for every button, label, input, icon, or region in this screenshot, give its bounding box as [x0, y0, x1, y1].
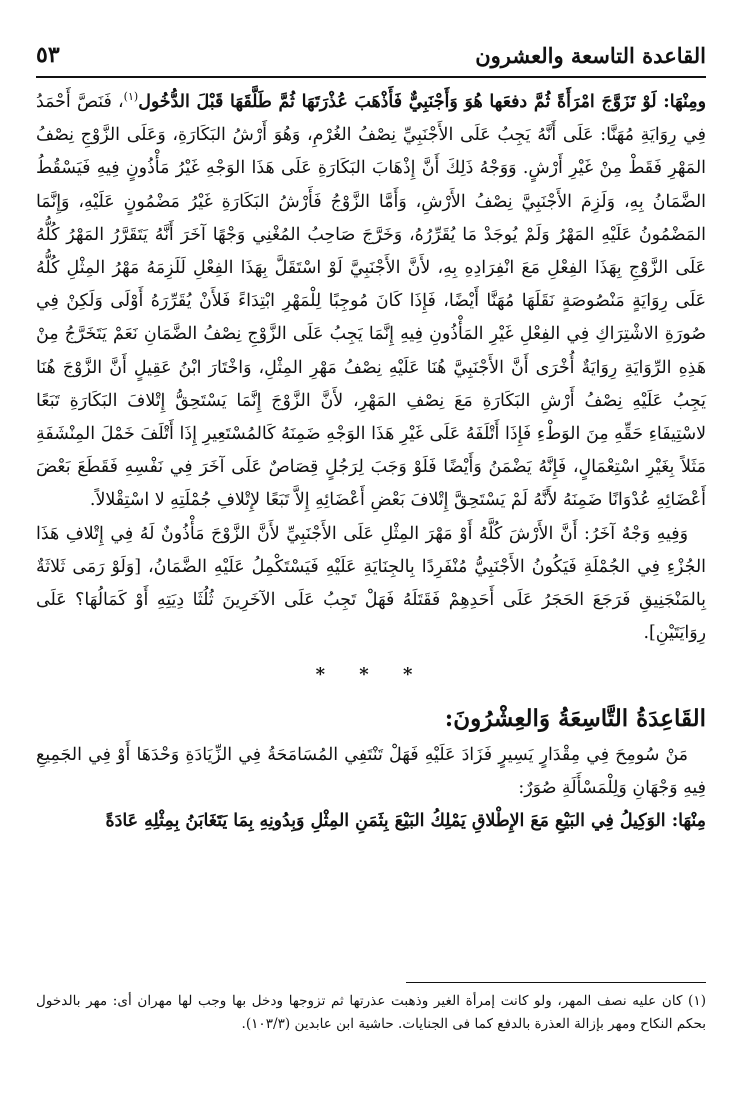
paragraph-2-text: وَفِيهِ وَجْهٌ آخَرُ: أَنَّ الأَرْشَ كُلَّهُ أَوْ مَهْرَ المِثْلِ عَلَى الأَجْنَبِيِّ لأَنَّ الزَّوْجَ مَأْذُونٌ لَهُ فِي إِتْلافِ هَذَا الجُزْءِ فِي الجُمْلَةِ فَيَكُونُ الأَجْنَبِيُّ مُنْفَرِدًا بِالجِنَايَةِ عَلَيْهِ فَيَسْتَكْمِلُ عَلَيْهِ الضَّمَانُ، [وَلَوْ رَمَى ثَلاثَةٌ بِالمَنْجَنِيقِ فَرَجَعَ الحَجَرُ عَلَى أَحَدِهِمْ فَقَتَلَهُ فَهَلْ تَجِبُ عَلَى الآخَرِينَ ثُلُثَا دِيَتِهِ أَوْ كَمَالُهَا؟ عَلَى رِوَايَتَيْنِ]. [36, 523, 706, 644]
section-paragraph-2-lead: مِنْهَا: الوَكِيلُ فِي البَيْعِ مَعَ الإِطْلاقِ يَمْلِكُ البَيْعَ بِثَمَنِ المِثْلِ وَبِدُونِهِ بِمَا يَتَغَابَنُ بِمِثْلِهِ عَادَةً [105, 811, 706, 832]
section-separator: * * * [315, 664, 427, 686]
section-paragraph-2 [36, 805, 706, 838]
paragraph-1-text: ، فَنَصَّ أَحْمَدُ فِي رِوَايَةِ مُهَنَّا: عَلَى أَنَّهُ يَجِبُ عَلَى الأَجْنَبِيِّ نِصْفُ الغُرْمِ، وَهُوَ أَرْشُ البَكَارَةِ، وَعَلَى الزَّوْجِ نِصْفُ المَهْرِ فَقَطْ مِنْ غَيْرِ أَرْشٍ. وَوَجْهُ ذَلِكَ أَنَّ إِذْهَابَ البَكَارَةِ عَلَى هَذَا الوَجْهِ غَيْرُ مَأْذُونٍ فِيهِ فَيَسْقُطُ الضَّمَانُ بِهِ، وَلَزِمَ الأَجْنَبِيَّ نِصْفُ الأَرْشِ، وَأَمَّا الزَّوْجُ فَأَرْشُ البَكَارَةِ غَيْرُ مَضْمُونٍ عَلَيْهِ، وَإِنَّمَا المَضْمُونُ عَلَيْهِ المَهْرُ وَلَمْ يُوجَدْ مَا يُقَرِّرُهُ، وَخَرَّجَ صَاحِبُ المُغْنِي وَجْهًا آخَرَ أَنَّهُ يَتَقَرَّرُ المَهْرُ كُلُّهُ عَلَى الزَّوْجِ بِهَذَا الفِعْلِ مَعَ انْفِرَادِهِ بِهِ، لأَنَّ الأَجْنَبِيَّ لَوْ اسْتَقَلَّ بِهَذَا الفِعْلِ لَلَزِمَهُ مَهْرُ المِثْلِ كُلُّهُ عَلَى رِوَايَةٍ مَنْصُوصَةٍ نَقَلَهَا مُهَنَّا أَيْضًا، فَإِذَا كَانَ مُوجِبًا لِلْمَهْرِ ابْتِدَاءً فَلأَنْ يُقَرِّرَهُ أَوْلَى وَلَكِنْ فِي صُورَةِ الاشْتِرَاكِ فِي الفِعْلِ غَيْرِ المَأْذُونِ فِيهِ إِنَّمَا يَجِبُ عَلَى الزَّوْجِ نِصْفُ الضَّمَانِ نَعَمْ يَتَخَرَّجُ مِنْ هَذِهِ الرِّوَايَةِ رِوَايَةٌ أُخْرَى أَنَّ الأَجْنَبِيَّ هُنَا عَلَيْهِ نِصْفُ مَهْرِ المِثْلِ، وَاخْتَارَ ابْنُ عَقِيلٍ أَنَّ الزَّوْجَ هُنَا يَجِبُ عَلَيْهِ نِصْفُ أَرْشِ البَكَارَةِ مَعَ نِصْفِ المَهْرِ، لأَنَّ الزَّوْجَ إِنَّمَا يَسْتَحِقُّ إِتْلافَ البَكَارَةِ تَبَعًا لاسْتِيفَاءِ حَقِّهِ مِنَ الوَطْءِ فَإِذَا أَتْلَفَهُ عَلَى غَيْرِ هَذَا الوَجْهِ ضَمِنَهُ كَالمُسْتَعِيرِ إِذَا أَتْلَفَ خَمْلَ المِنْشَفَةِ مَثَلاً بِغَيْرِ اسْتِعْمَالٍ، فَإِنَّهُ يَضْمَنُ وَأَيْضًا فَلَوْ وَجَبَ لِرَجُلٍ قِصَاصٌ عَلَى آخَرَ فِي نَفْسِهِ فَقَطَعَ بَعْضَ أَعْضَائِهِ عُدْوَانًا ضَمِنَهُ لأَنَّهُ لَمْ يَسْتَحِقَّ إِتْلافَ بَعْضِ أَعْضَائِهِ إِلاَّ تَبَعًا لإِتْلافِ جُمْلَتِهِ لا اسْتِقْلالاً. [36, 92, 706, 511]
paragraph-1 [36, 86, 706, 518]
footnote-1: (١) كان عليه نصف المهر، ولو كانت إمرأة الغير وذهبت عذرتها ثم تزوجها ودخل بها وجب لها مهران أى: مهر بالدخول بحكم النكاح ومهر بإزالة العذرة بالدفع كما فى الجنايات. حاشية ابن عابدين (١٠٣/٣). [36, 993, 706, 1032]
running-header [36, 42, 706, 73]
footnotes [36, 990, 706, 1036]
section-title: القَاعِدَةُ التَّاسِعَةُ وَالعِشْرُونَ: [444, 704, 706, 732]
paragraph-2 [36, 518, 706, 651]
header-title: القاعدة التاسعة والعشرون [475, 43, 706, 68]
section-paragraph-1 [36, 739, 706, 805]
footnote-ref-1: (١) [123, 90, 139, 104]
header-rule [36, 76, 706, 78]
footnote-rule [406, 982, 706, 983]
page-body [36, 86, 706, 838]
page-number: ٥٣ [36, 42, 60, 68]
section-paragraph-1-text: مَنْ سُومِحَ فِي مِقْدَارٍ يَسِيرٍ فَزَادَ عَلَيْهِ فَهَلْ تَنْتَفِي المُسَامَحَةُ فِي الزِّيَادَةِ وَحْدَهَا أَوْ فِي الجَمِيعِ فِيهِ وَجْهَانِ وَلِلْمَسْأَلَةِ صُوَرٌ: [36, 744, 706, 799]
paragraph-1-lead: ومِنْهَا: لَوْ تَزَوَّجَ امْرَأَةً ثُمَّ دفعَها هُوَ وَأَجْنَبِيٌّ فَأَذْهَبَ عُذْرَتَهَا ثُمَّ طَلَّقَهَا قَبْلَ الدُّخُول [138, 92, 706, 112]
